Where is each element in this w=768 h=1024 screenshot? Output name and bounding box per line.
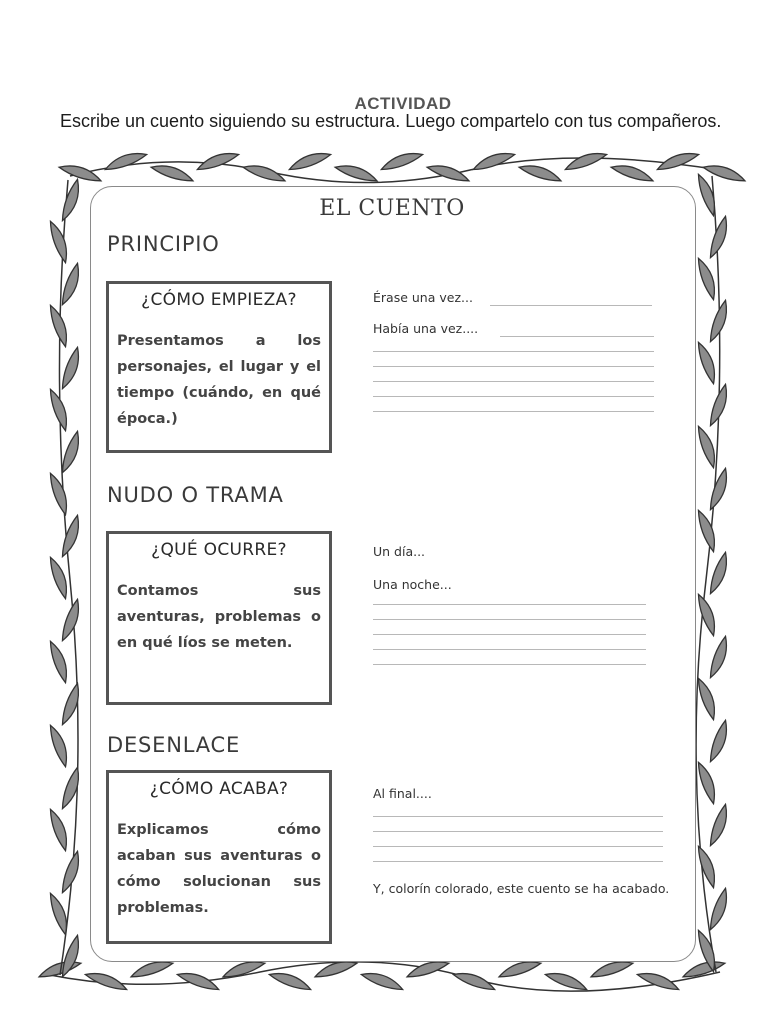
leaf-ornament [379, 148, 424, 173]
leaf-ornament [242, 161, 287, 184]
writing-line[interactable] [373, 396, 654, 397]
leaf-ornament [360, 968, 405, 993]
leaf-ornament [636, 968, 681, 993]
leaf-ornament [471, 148, 516, 173]
leaf-ornament [58, 161, 103, 184]
leaf-ornament [655, 148, 700, 173]
leaf-ornament [695, 172, 720, 217]
instructions-text: Escribe un cuento siguiendo su estructura. Luego compartelo con tus compañeros. [60, 111, 722, 131]
info-box-nudo [106, 531, 332, 705]
leaf-ornament [707, 467, 732, 512]
info-box-principio [106, 281, 332, 453]
leaf-ornament [176, 968, 221, 993]
leaf-ornament [695, 592, 720, 637]
leaf-ornament [47, 723, 72, 768]
box-description: Contamos sus aventuras, problemas o en qué líos se meten. [117, 583, 321, 651]
ending-phrase: Y, colorín colorado, este cuento se ha acabado. [373, 881, 670, 896]
prompt-al-final: Al final.... [373, 786, 432, 801]
leaf-ornament [610, 161, 655, 184]
box-question: ¿QUÉ OCURRE? [151, 540, 287, 560]
leaf-ornament [59, 682, 84, 727]
leaf-ornament [695, 760, 720, 805]
writing-line[interactable] [500, 336, 654, 337]
leaf-ornament [47, 639, 72, 684]
leaf-ornament [707, 551, 732, 596]
info-box-desenlace [106, 770, 332, 944]
leaf-ornament [59, 430, 84, 475]
section-heading-principio: PRINCIPIO [107, 232, 220, 256]
leaf-ornament [707, 635, 732, 680]
leaf-ornament [695, 256, 720, 301]
leaf-ornament [150, 161, 195, 184]
writing-line[interactable] [373, 831, 663, 832]
leaf-ornament [59, 262, 84, 307]
leaf-ornament [695, 844, 720, 889]
leaf-ornament [695, 340, 720, 385]
leaf-ornament [47, 471, 72, 516]
writing-line[interactable] [373, 381, 654, 382]
section-heading-desenlace: DESENLACE [107, 733, 241, 757]
leaf-ornament [59, 766, 84, 811]
prompt-una-noche: Una noche... [373, 577, 452, 592]
leaf-ornament [195, 148, 240, 173]
leaf-ornament [59, 178, 84, 223]
box-description: Presentamos a los personajes, el lugar y el tiempo (cuándo, en qué época.) [117, 333, 321, 427]
main-title: EL CUENTO [319, 196, 465, 221]
leaf-ornament [518, 161, 563, 184]
box-question: ¿CÓMO EMPIEZA? [141, 290, 297, 310]
writing-line[interactable] [373, 664, 646, 665]
writing-line[interactable] [373, 351, 654, 352]
leaf-ornament [452, 968, 497, 993]
leaf-ornament [695, 676, 720, 721]
leaf-ornament [59, 598, 84, 643]
leaf-ornament [103, 148, 148, 173]
writing-line[interactable] [373, 604, 646, 605]
leaf-ornament [702, 161, 747, 184]
box-description: Explicamos cómo acaban sus aventuras o cómo solucionan sus problemas. [117, 822, 321, 916]
leaf-ornament [695, 508, 720, 553]
leaf-ornament [707, 215, 732, 260]
leaf-ornament [426, 161, 471, 184]
leaf-ornament [544, 968, 589, 993]
activity-title: ACTIVIDAD [354, 94, 452, 113]
writing-line[interactable] [373, 861, 663, 862]
leaf-ornament [287, 148, 332, 173]
prompt-erase: Érase una vez... [373, 290, 473, 305]
box-question: ¿CÓMO ACABA? [149, 779, 289, 799]
writing-line[interactable] [373, 816, 663, 817]
writing-line[interactable] [373, 411, 654, 412]
prompt-un-dia: Un día... [373, 544, 426, 559]
writing-line[interactable] [373, 846, 663, 847]
prompt-habia: Había una vez.... [373, 321, 479, 336]
writing-line[interactable] [373, 619, 646, 620]
leaf-ornament [707, 803, 732, 848]
leaf-ornament [681, 957, 726, 980]
writing-line[interactable] [373, 634, 646, 635]
leaf-ornament [563, 148, 608, 173]
leaf-ornament [707, 719, 732, 764]
leaf-ornament [707, 887, 732, 932]
section-heading-nudo: NUDO O TRAMA [107, 483, 284, 507]
leaf-ornament [47, 219, 72, 264]
leaf-ornament [268, 968, 313, 993]
leaf-ornament [47, 807, 72, 852]
leaf-ornament [334, 161, 379, 184]
writing-line[interactable] [373, 649, 646, 650]
writing-line[interactable] [373, 366, 654, 367]
leaf-ornament [59, 514, 84, 559]
leaf-ornament [59, 346, 84, 391]
writing-line[interactable] [490, 305, 652, 306]
